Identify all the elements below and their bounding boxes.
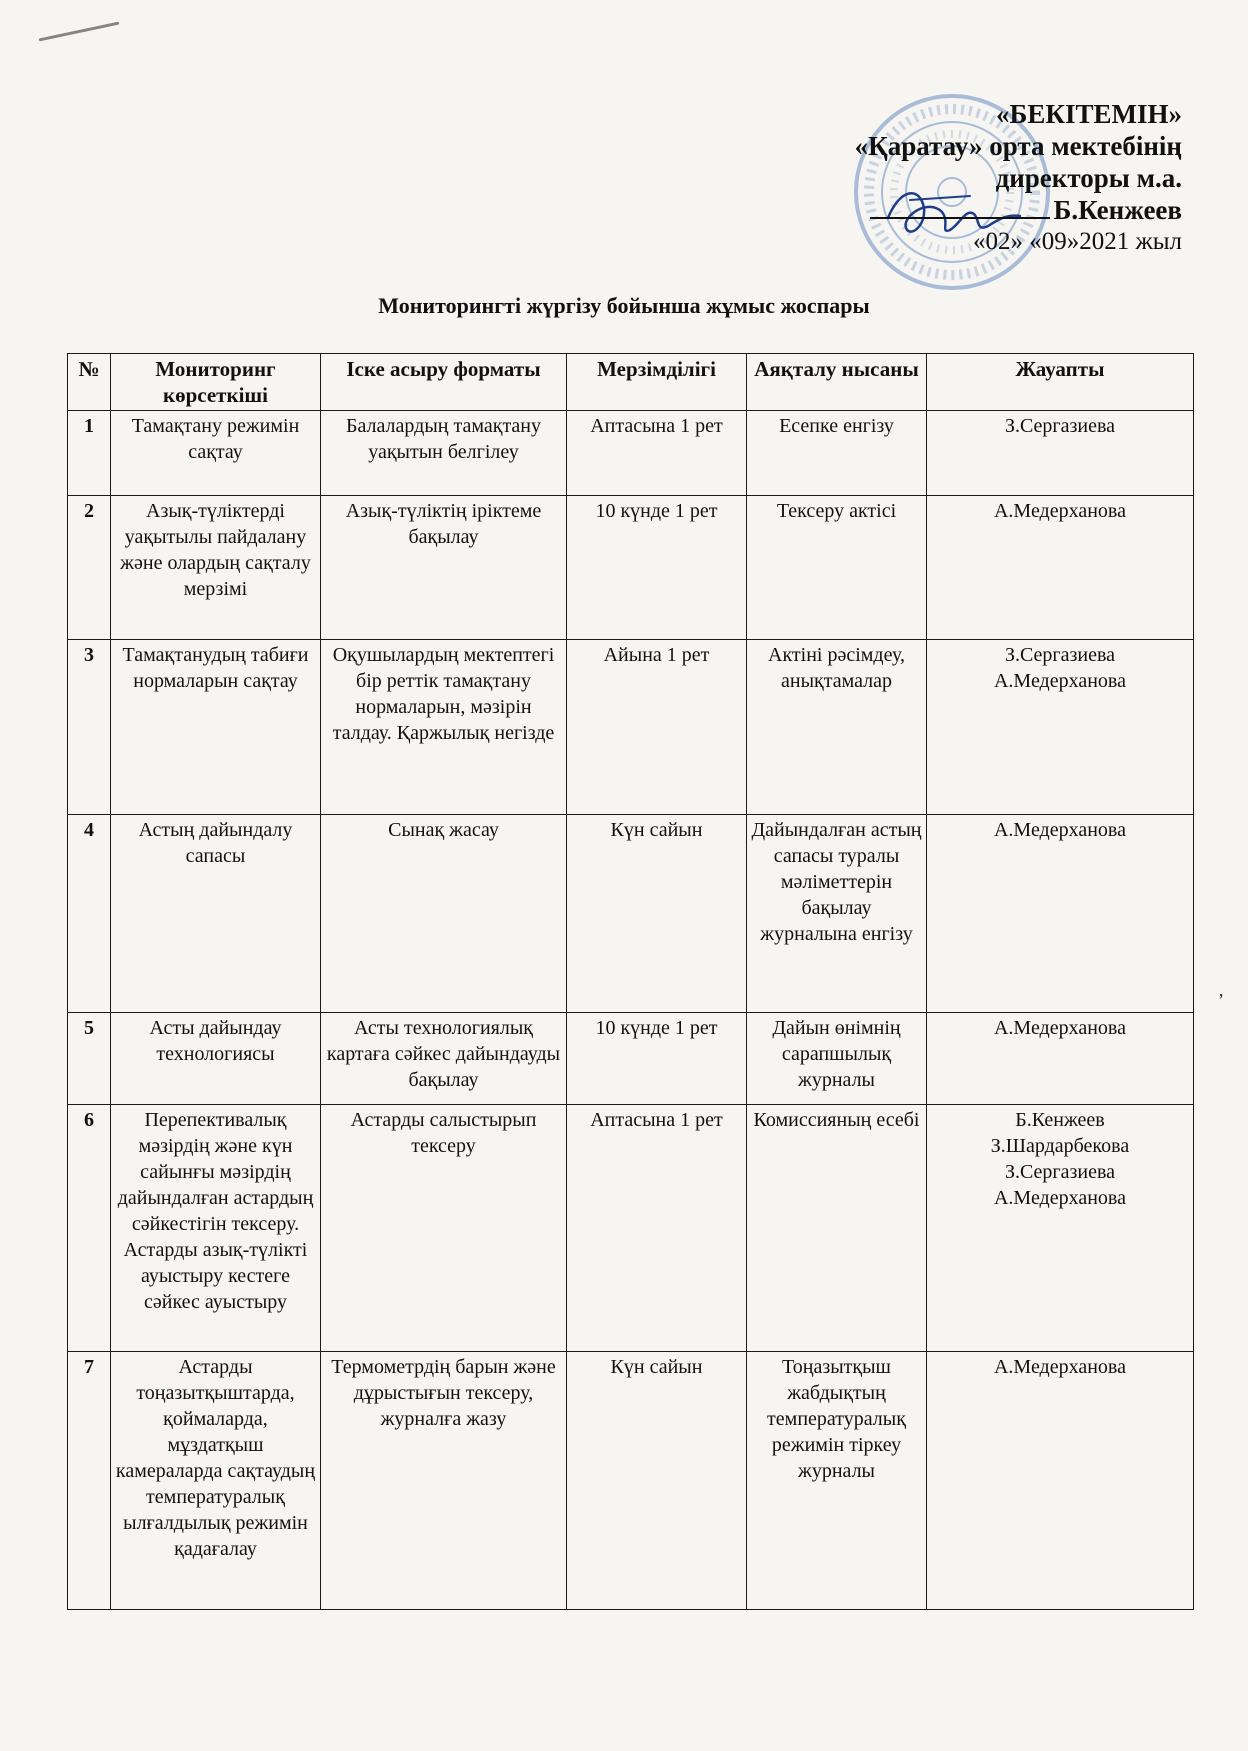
table-row — [68, 815, 1194, 1013]
row-responsible: З.Сергазиева А.Медерханова — [927, 640, 1194, 815]
row-period: Күн сайын — [567, 1352, 747, 1610]
row-responsible: З.Сергазиева — [927, 411, 1194, 496]
row-format: Оқушылардың мектептегі бір реттік тамақтану нормаларын, мәзірін талдау. Қаржылық негізде — [321, 640, 567, 815]
row-indicator: Тамақтанудың табиғи нормаларын сақтау — [111, 640, 321, 815]
row-period: Айына 1 рет — [567, 640, 747, 815]
table-header-row — [68, 354, 1194, 411]
row-responsible: А.Медерханова — [927, 1013, 1194, 1105]
row-completion: Дайындалған астың сапасы туралы мәліметтерін бақылау журналына енгізу — [747, 815, 927, 1013]
row-period: 10 күнде 1 рет — [567, 496, 747, 640]
scan-artifact-line — [39, 22, 120, 42]
row-completion: Тоңазытқыш жабдықтың температуралық режимін тіркеу журналы — [747, 1352, 927, 1610]
row-completion: Комиссияның есебі — [747, 1105, 927, 1352]
header-responsible: Жауапты — [927, 354, 1194, 411]
row-number: 1 — [68, 411, 111, 496]
row-responsible: Б.Кенжеев З.Шардарбекова З.Сергазиева А.Медерханова — [927, 1105, 1194, 1352]
approval-signer: Б.Кенжеев — [1053, 195, 1182, 225]
row-format: Астарды салыстырып тексеру — [321, 1105, 567, 1352]
row-number: 3 — [68, 640, 111, 815]
row-format: Азық-түліктің іріктеме бақылау — [321, 496, 567, 640]
row-responsible: А.Медерханова — [927, 815, 1194, 1013]
row-completion: Дайын өнімнің сарапшылық журналы — [747, 1013, 927, 1105]
row-completion: Есепке енгізу — [747, 411, 927, 496]
approval-school: «Қаратау» орта мектебінің — [854, 131, 1182, 161]
approval-block — [712, 98, 1182, 258]
table-row — [68, 1013, 1194, 1105]
table-row — [68, 640, 1194, 815]
monitoring-plan-table — [67, 353, 1194, 1610]
header-period: Мерзімділігі — [567, 354, 747, 411]
row-format: Сынақ жасау — [321, 815, 567, 1013]
row-format: Термометрдің барын және дұрыстығын тексеру, журналға жазу — [321, 1352, 567, 1610]
table-row — [68, 496, 1194, 640]
signature-line — [870, 195, 1050, 219]
margin-mark: ’ — [1218, 990, 1224, 1010]
row-completion: Актіні рәсімдеу, анықтамалар — [747, 640, 927, 815]
row-period: Аптасына 1 рет — [567, 1105, 747, 1352]
document-title: Мониторингті жүргізу бойынша жұмыс жоспары — [378, 293, 870, 318]
row-responsible: А.Медерханова — [927, 496, 1194, 640]
header-indicator: Мониторинг көрсеткіші — [111, 354, 321, 411]
approval-position: директоры м.а. — [995, 163, 1182, 193]
table-row — [68, 411, 1194, 496]
approval-signer-line — [712, 194, 1182, 226]
approval-heading: «БЕКІТЕМІН» — [996, 99, 1182, 129]
header-completion: Аяқталу нысаны — [747, 354, 927, 411]
row-period: Күн сайын — [567, 815, 747, 1013]
row-number: 7 — [68, 1352, 111, 1610]
approval-date: «02» «09»2021 жыл — [972, 228, 1182, 255]
row-indicator: Астарды тоңазытқыштарда, қоймаларда, мұздатқыш камераларда сақтаудың температуралық ылғалдылық режимін қадағалау — [111, 1352, 321, 1610]
row-indicator: Азық-түліктерді уақытылы пайдалану және олардың сақталу мерзімі — [111, 496, 321, 640]
row-number: 4 — [68, 815, 111, 1013]
header-format: Іске асыру форматы — [321, 354, 567, 411]
row-period: Аптасына 1 рет — [567, 411, 747, 496]
table-row — [68, 1352, 1194, 1610]
row-format: Балалардың тамақтану уақытын белгілеу — [321, 411, 567, 496]
row-number: 2 — [68, 496, 111, 640]
table-row — [68, 1105, 1194, 1352]
row-number: 6 — [68, 1105, 111, 1352]
row-format: Асты технологиялық картаға сәйкес дайындауды бақылау — [321, 1013, 567, 1105]
row-completion: Тексеру актісі — [747, 496, 927, 640]
row-indicator: Перепективалық мәзірдің және күн сайынғы мәзірдің дайындалған астардың сәйкестігін тексеру. Астарды азық-түлікті ауыстыру кестеге сәйкес ауыстыру — [111, 1105, 321, 1352]
row-responsible: А.Медерханова — [927, 1352, 1194, 1610]
row-indicator: Тамақтану режимін сақтау — [111, 411, 321, 496]
row-period: 10 күнде 1 рет — [567, 1013, 747, 1105]
header-number: № — [68, 354, 111, 411]
row-indicator: Асты дайындау технологиясы — [111, 1013, 321, 1105]
row-number: 5 — [68, 1013, 111, 1105]
row-indicator: Астың дайындалу сапасы — [111, 815, 321, 1013]
